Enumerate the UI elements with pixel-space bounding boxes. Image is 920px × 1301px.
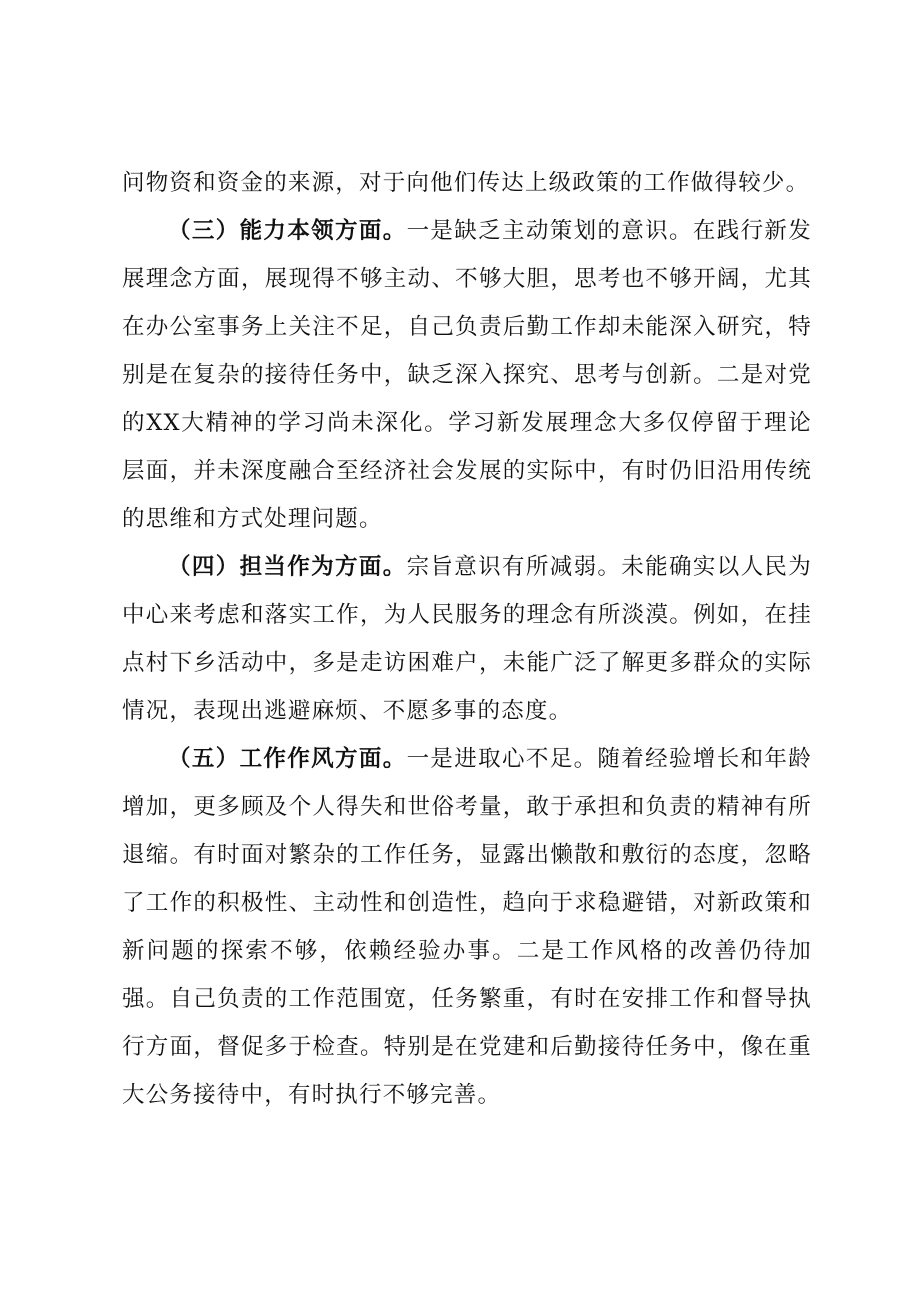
paragraph-responsibility [122,543,812,735]
paragraph-body: 宗旨意识有所减弱。未能确实以人民为中心来考虑和落实工作，为人民服务的理念有所淡漠。例如，在挂点村下乡活动中，多是走访困难户，未能广泛了解更多群众的实际情况，表现出逃避麻烦、不愿多事的态度。 [122,554,812,724]
paragraph-body: 问物资和资金的来源，对于向他们传达上级政策的工作做得较少。 [122,170,810,196]
paragraph-ability [122,207,812,543]
paragraph-heading: （四）担当作为方面。 [168,554,407,580]
paragraph-body: 一是进取心不足。随着经验增长和年龄增加，更多顾及个人得失和世俗考量，敢于承担和负责的精神有所退缩。有时面对繁杂的工作任务，显露出懒散和敷衍的态度，忽略了工作的积极性、主动性和创造性，趋向于求稳避错，对新政策和新问题的探索不够，依赖经验办事。二是工作风格的改善仍待加强。自己负责的工作范围宽，任务繁重，有时在安排工作和督导执行方面，督促多于检查。特别是在党建和后勤接待任务中，像在重大公务接待中，有时执行不够完善。 [122,746,812,1108]
paragraph-body: 一是缺乏主动策划的意识。在践行新发展理念方面，展现得不够主动、不够大胆，思考也不够开阔，尤其在办公室事务上关注不足，自己负责后勤工作却未能深入研究，特别是在复杂的接待任务中，缺乏深入探究、思考与创新。二是对党的XX大精神的学习尚未深化。学习新发展理念大多仅停留于理论层面，并未深度融合至经济社会发展的实际中，有时仍旧沿用传统的思维和方式处理问题。 [122,218,812,532]
paragraph-continuation [122,159,812,207]
paragraph-heading: （三）能力本领方面。 [168,218,407,244]
paragraph-heading: （五）工作作风方面。 [168,746,407,772]
paragraph-work-style [122,735,812,1119]
